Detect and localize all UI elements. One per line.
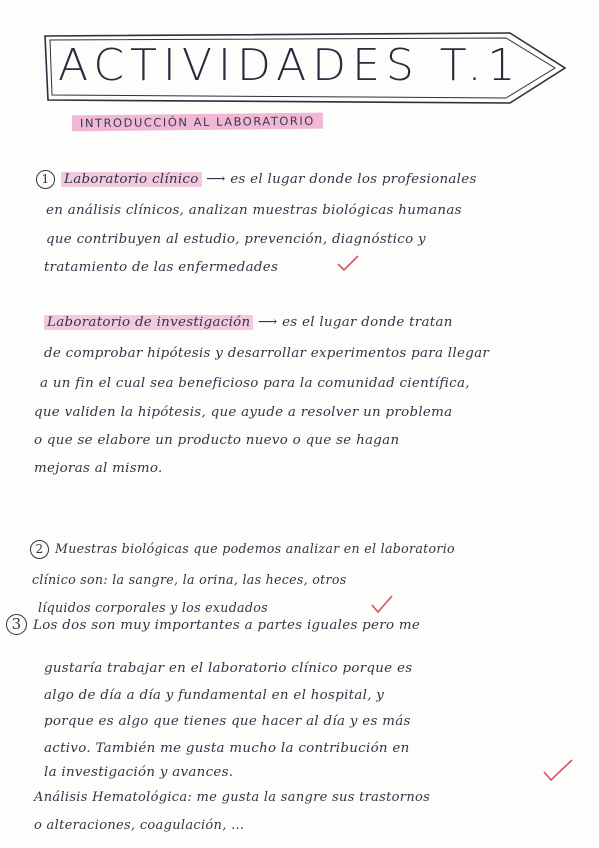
section1b-line-6: mejoras al mismo.: [34, 461, 163, 476]
section3-extra-line-2: o alteraciones, coagulación, ...: [34, 818, 245, 833]
section1b-line-3: a un fin el cual sea beneficioso para la comunidad científica,: [40, 376, 470, 391]
section2-line-3: líquidos corporales y los exudados: [38, 600, 268, 615]
section1-line-2: en análisis clínicos, analizan muestras biológicas humanas: [46, 203, 462, 218]
section3-line-4: porque es algo que tienes que hacer al día y es más: [44, 714, 411, 729]
section3-line-5: activo. También me gusta mucho la contribución en: [44, 741, 410, 756]
section1b-line-2: de comprobar hipótesis y desarrollar experimentos para llegar: [44, 346, 490, 361]
section3-number: 3: [6, 614, 27, 635]
section3-line-6: la investigación y avances.: [44, 765, 234, 780]
check-mark-icon: [370, 594, 394, 614]
section2-line-2: clínico son: la sangre, la orina, las heces, otros: [32, 572, 347, 587]
term-lab-investigacion: Laboratorio de investigación: [44, 315, 253, 330]
section1-number: 1: [36, 170, 55, 189]
section2-line-1: 2 Muestras biológicas que podemos analizar en el laboratorio: [30, 540, 455, 559]
section3-line-2: gustaría trabajar en el laboratorio clínico porque es: [44, 661, 413, 676]
section1-line-1: 1 Laboratorio clínico ⟶ es el lugar donde los profesionales: [36, 170, 477, 189]
section1b-line-4: que validen la hipótesis, que ayude a resolver un problema: [34, 405, 453, 420]
section1b-line-5: o que se elabore un producto nuevo o que se hagan: [34, 433, 400, 448]
term-lab-clinico: Laboratorio clínico: [61, 172, 202, 187]
subtitle: INTRODUCCIÓN AL LABORATORIO: [72, 113, 323, 132]
section1b-line-1: Laboratorio de investigación ⟶ es el lugar donde tratan: [44, 315, 453, 330]
section2-number: 2: [30, 540, 49, 559]
section3-line-1: 3 Los dos son muy importantes a partes iguales pero me: [6, 614, 420, 635]
section3-extra-line-1: Análisis Hematológica: me gusta la sangre sus trastornos: [34, 790, 431, 805]
check-mark-icon: [542, 758, 574, 782]
section1-line-3: que contribuyen al estudio, prevención, diagnóstico y: [46, 232, 426, 247]
section1-line-4: tratamiento de las enfermedades: [44, 260, 279, 275]
page-title: ACTIVIDADES T.1: [58, 40, 522, 91]
check-mark-icon: [336, 254, 360, 272]
section3-line-3: algo de día a día y fundamental en el hospital, y: [44, 688, 385, 703]
